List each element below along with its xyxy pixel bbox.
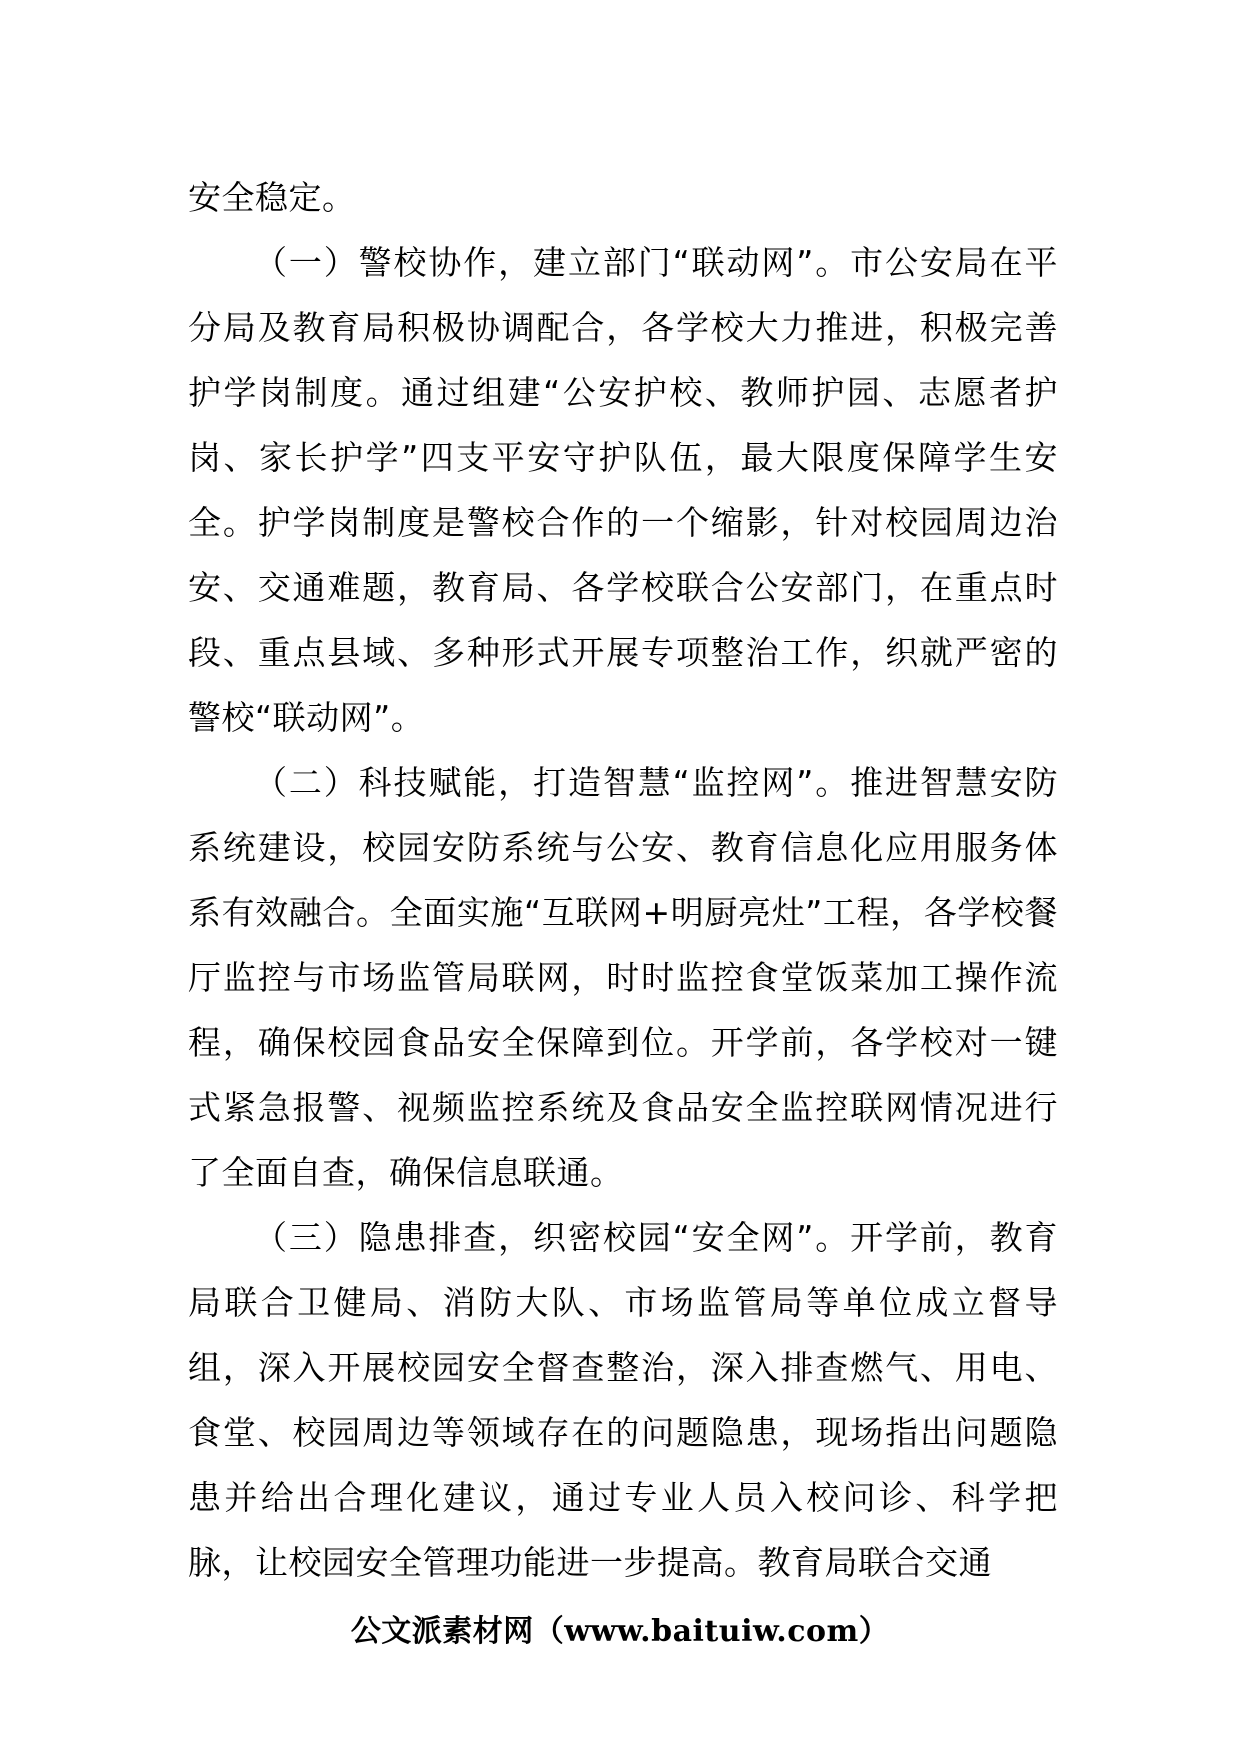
page-footer-watermark: 公文派素材网（www.baituiw.com） xyxy=(350,1614,890,1649)
paragraph-hazard-inspection: （三）隐患排查，织密校园“安全网”。开学前，教育局联合卫健局、消防大队、市场监管局等单位成立督导组，深入开展校园安全督查整治，深入排查燃气、用电、食堂、校园周边等领域存在的问题隐患，现场指出问题隐患并给出合理化建议，通过专业人员入校问诊、科学把脉，让校园安全管理功能进一步提高。教育局联合交通 xyxy=(188,1218,1058,1582)
paragraph-tech-empowerment: （二）科技赋能，打造智慧“监控网”。推进智慧安防系统建设，校园安防系统与公安、教育信息化应用服务体系有效融合。全面实施“互联网+明厨亮灶”工程，各学校餐厅监控与市场监管局联网，时时监控食堂饭菜加工操作流程，确保校园食品安全保障到位。开学前，各学校对一键式紧急报警、视频监控系统及食品安全监控联网情况进行了全面自查，确保信息联通。 xyxy=(188,763,1058,1192)
document-body xyxy=(188,165,1058,1595)
paragraph-continuation: 安全稳定。 xyxy=(188,178,356,217)
paragraph-police-school-cooperation: （一）警校协作，建立部门“联动网”。市公安局在平分局及教育局积极协调配合，各学校大力推进，积极完善护学岗制度。通过组建“公安护校、教师护园、志愿者护岗、家长护学”四支平安守护队伍，最大限度保障学生安全。护学岗制度是警校合作的一个缩影，针对校园周边治安、交通难题，教育局、各学校联合公安部门，在重点时段、重点县域、多种形式开展专项整治工作，织就严密的警校“联动网”。 xyxy=(188,243,1058,737)
